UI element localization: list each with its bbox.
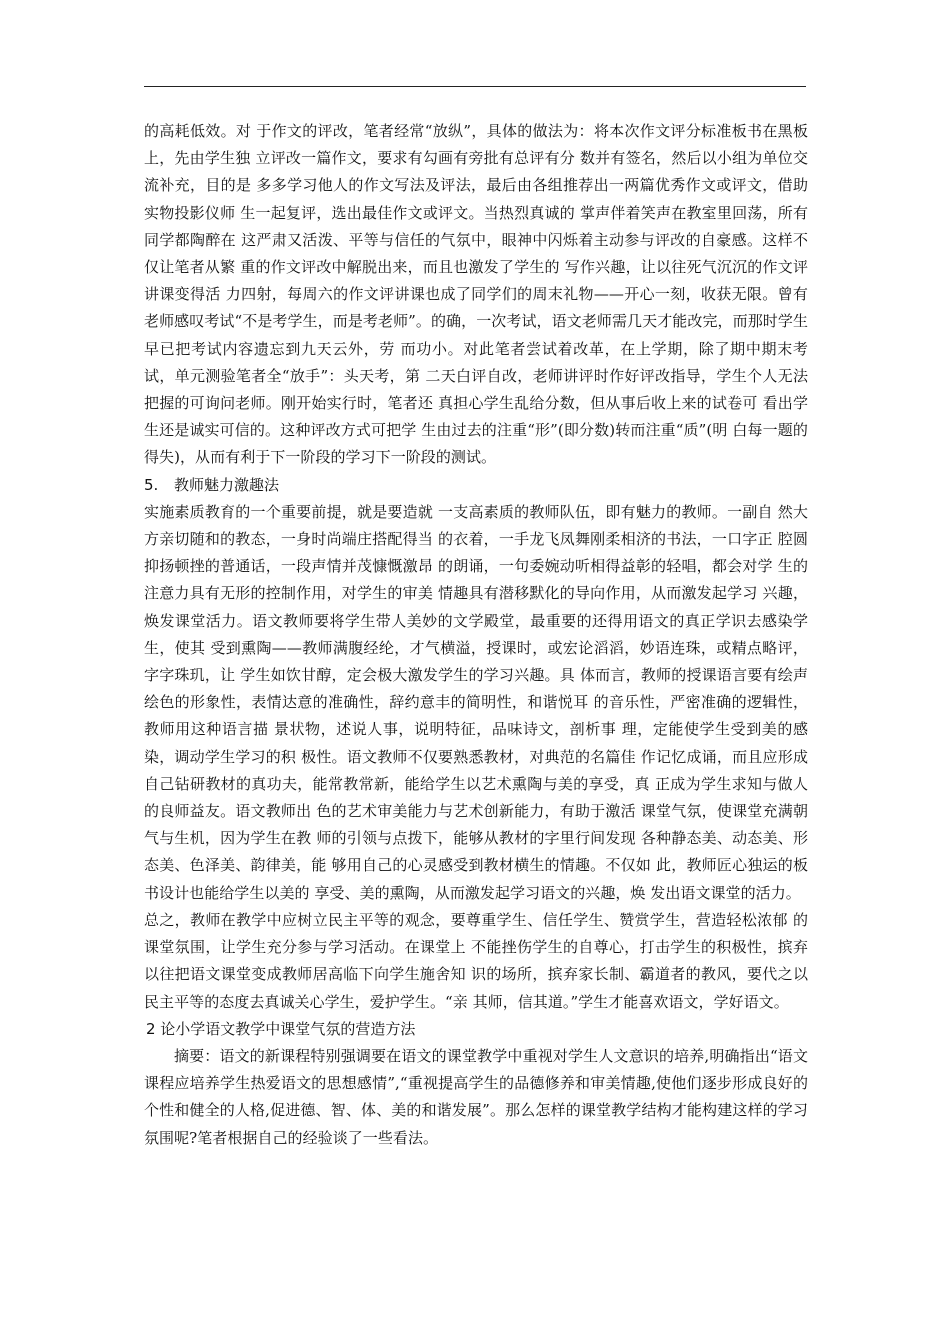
article-heading-2: 2 论小学语文教学中课堂气氛的营造方法 [146, 1019, 416, 1038]
paragraph-summary: 总之，教师在教学中应树立民主平等的观念，要尊重学生、信任学生、赞赏学生，营造轻松浓郁 的课堂氛围，让学生充分参与学习活动。在课堂上 不能挫伤学生的自尊心，打击学生的积极性，摈弃 以往把语文课堂变成教师居高临下向学生施舍知 识的场所，摈弃家长制、霸道者的教风，要代之以 民主平等的态度去真诚关心学生，爱护学生。“亲 其师，信其道。”学生才能喜欢语文，学好语文。 [144, 910, 808, 1011]
paragraph-teacher-charm: 实施素质教育的一个重要前提，就是要造就 一支高素质的教师队伍，即有魅力的教师。一副自 然大方亲切随和的教态，一身时尚端庄搭配得当 的衣着，一手龙飞凤舞刚柔相济的书法，一口字正 腔圆抑扬顿挫的普通话，一段声情并茂慷慨激昂 的朗诵，一句委婉动听相得益彰的轻唱，都会对学 生的注意力具有无形的控制作用，对学生的审美 情趣具有潜移默化的导向作用，从而激发起学习 兴趣，焕发课堂活力。语文教师要将学生带人美妙的文学殿堂，最重要的还得用语文的真正学识去感染学生，使其 受到熏陶——教师满腹经纶，才气横溢，授课时，或宏论滔滔，妙语连珠，或精点略评，字字珠玑，让 学生如饮甘醇，定会极大激发学生的学习兴趣。具 体而言，教师的授课语言要有绘声绘色的形象性，表情达意的准确性，辞约意丰的简明性，和谐悦耳 的音乐性，严密准确的逻辑性，教师用这种语言描 景状物，述说人事，说明特征，品味诗文，剖析事 理，定能使学生受到美的感染，调动学生学习的积 极性。语文教师不仅要熟悉教材，对典范的名篇佳 作记忆成诵，而且应形成自己钻研教材的真功夫，能常教常新，能给学生以艺术熏陶与美的享受，真 正成为学生求知与做人的良师益友。语文教师出 色的艺术审美能力与艺术创新能力，有助于激活 课堂气氛，使课堂充满朝气与生机，因为学生在教 师的引领与点拨下，能够从教材的字里行间发现 各种静态美、动态美、形态美、色泽美、韵律美，能 够用自己的心灵感受到教材横生的情趣。不仅如 此，教师匠心独运的板书设计也能给学生以美的 享受、美的熏陶，从而激发起学习语文的兴趣，焕 发出语文课堂的活力。 [144, 502, 808, 902]
document-body [144, 118, 808, 1152]
paragraph-abstract: 摘要：语文的新课程特别强调要在语文的课堂教学中重视对学生人文意识的培养,明确指出“语文课程应培养学生热爱语文的思想感情”,“重视提高学生的品德修养和审美情趣,使他们逐步形成良好的个性和健全的人格,促进德、智、体、美的和谐发展”。那么怎样的课堂教学结构才能构建这样的学习氛围呢?笔者根据自己的经验谈了一些看法。 [144, 1046, 808, 1147]
section-heading-5 [144, 472, 808, 499]
section-title: 教师魅力激趣法 [174, 475, 280, 494]
paragraph-essay-grading: 的高耗低效。对 于作文的评改，笔者经常“放纵”，具体的做法为：将本次作文评分标准板书在黑板上，先由学生独 立评改一篇作文，要求有勾画有旁批有总评有分 数并有签名，然后以小组为单位交流补充，目的是 多多学习他人的作文写法及评法，最后由各组推荐出一两篇优秀作文或评文，借助实物投影仪师 生一起复评，选出最佳作文或评文。当热烈真诚的 掌声伴着笑声在教室里回荡，所有同学都陶醉在 这严肃又活泼、平等与信任的气氛中，眼神中闪烁着主动参与评改的自豪感。这样不仅让笔者从繁 重的作文评改中解脱出来，而且也激发了学生的 写作兴趣，让以往死气沉沉的作文评讲课变得活 力四射，每周六的作文评讲课也成了同学们的周末礼物——开心一刻，收获无限。曾有老师感叹考试“不是考学生，而是考老师”。的确，一次考试，语文老师需几天才能改完，而那时学生早已把考试内容遗忘到九天云外，劳 而功小。对此笔者尝试着改革，在上学期，除了期中期末考试，单元测验笔者全“放手”：头天考，第 二天白评自改，老师讲评时作好评改指导，学生个人无法把握的可询问老师。刚开始实行时，笔者还 真担心学生乱给分数，但从事后收上来的试卷可 看出学生还是诚实可信的。这种评改方式可把学 生由过去的注重“形”(即分数)转而注重“质”(明 白每一题的得失)，从而有利于下一阶段的学习下一阶段的测试。 [144, 122, 808, 467]
header-rule [144, 86, 806, 87]
section-number: 5. [144, 475, 159, 494]
